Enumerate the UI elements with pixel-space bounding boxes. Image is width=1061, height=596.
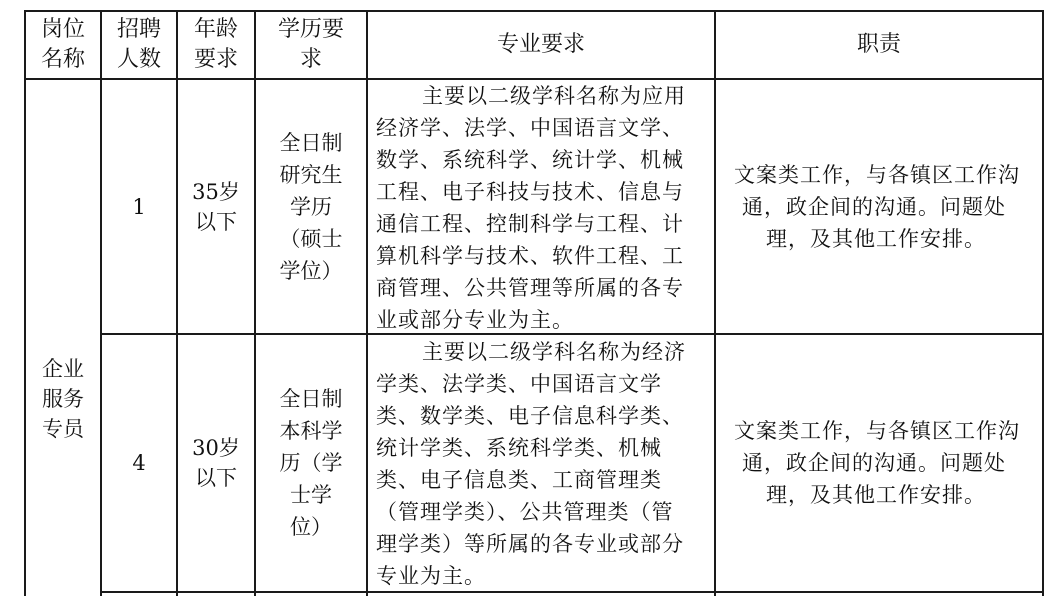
row2-major-line5: 类、电子信息类、工商管理类: [376, 468, 662, 492]
row2-major-line8: 专业为主。: [376, 564, 486, 588]
row2-education-line2: 本科学: [279, 419, 343, 443]
header-major: [368, 12, 714, 78]
position-name-line3: 专员: [42, 417, 84, 441]
header-education: [256, 12, 366, 78]
row2-age-line1: 30岁: [192, 436, 240, 460]
row2-count-value: 4: [132, 451, 146, 475]
row1-major-line7: 商管理、公共管理等所属的各专: [376, 276, 684, 300]
row1-major-line5: 通信工程、控制科学与工程、计: [376, 212, 684, 236]
row1-major: [376, 80, 710, 333]
row1-duty-line3: 理，及其他工作安排。: [766, 226, 986, 251]
row2-duty: [734, 335, 1040, 591]
row1-education-line5: 学位）: [279, 258, 343, 283]
row1-count-value: 1: [132, 194, 146, 219]
position-name-cell: [26, 80, 100, 596]
row1-count: [102, 80, 176, 333]
row2-duty-line3: 理，及其他工作安排。: [766, 483, 986, 507]
header-count-line1: 招聘: [116, 17, 161, 42]
row2-major-line4: 统计学类、系统科学类、机械: [376, 436, 662, 460]
header-education-line2: 求: [299, 47, 322, 72]
row1-education-line3: 学历: [290, 194, 332, 219]
header-age-line2: 要求: [193, 47, 238, 72]
row1-education-line2: 研究生: [279, 162, 343, 187]
row1-major-line8: 业或部分专业为主。: [376, 308, 574, 332]
header-age-line1: 年龄: [193, 17, 238, 42]
row1-duty-line1: 文案类工作，与各镇区工作沟: [734, 162, 1020, 187]
header-count: [102, 12, 176, 78]
row1-major-line3: 数学、系统科学、统计学、机械: [376, 148, 684, 172]
row2-major-line7: 理学类）等所属的各专业或部分: [376, 532, 684, 556]
row2-education: [256, 335, 366, 591]
row2-education-line3: 历（学: [279, 451, 343, 475]
row2-major-line6: （管理学类）、公共管理类（管: [376, 500, 674, 524]
row2-education-line4: 士学: [290, 483, 332, 507]
header-education-line1: 学历要: [277, 17, 344, 42]
col-border-right: [1042, 10, 1044, 596]
row1-duty-line2: 通，政企间的沟通。问题处: [742, 194, 1006, 219]
position-name-line1: 企业: [42, 357, 84, 381]
row1-age-line2: 以下: [195, 209, 237, 234]
row1-major-line1: 主要以二级学科名称为应用: [422, 84, 686, 108]
row2-duty-line2: 通，政企间的沟通。问题处: [742, 451, 1006, 475]
row2-major-line2: 学类、法学类、中国语言文学: [376, 372, 662, 396]
row2-education-line1: 全日制: [279, 387, 343, 411]
row1-education: [256, 80, 366, 333]
col-border-5: [714, 10, 716, 596]
row1-age-line1: 35岁: [192, 179, 240, 204]
position-name-line2: 服务: [42, 387, 84, 411]
row1-age: [178, 80, 254, 333]
row1-major-line6: 算机科学与技术、软件工程、工: [376, 244, 684, 268]
header-major-label: 专业要求: [496, 32, 585, 57]
row2-count: [102, 335, 176, 591]
header-age: [178, 12, 254, 78]
header-position-line1: 岗位: [40, 17, 85, 42]
row2-major-line1: 主要以二级学科名称为经济: [422, 340, 686, 364]
header-position-line2: 名称: [40, 47, 85, 72]
row2-major-line3: 类、数学类、电子信息科学类、: [376, 404, 684, 428]
row2-education-line5: 位）: [290, 515, 332, 539]
header-duty-label: 职责: [856, 32, 901, 57]
col-border-4: [366, 10, 368, 596]
row1-major-line2: 经济学、法学、中国语言文学、: [376, 116, 684, 140]
row1-education-line1: 全日制: [279, 130, 343, 155]
row2-age: [178, 335, 254, 591]
row2-major: [376, 336, 710, 592]
row2-age-line2: 以下: [195, 466, 237, 490]
row2-duty-line1: 文案类工作，与各镇区工作沟: [734, 419, 1020, 443]
header-position: [26, 12, 100, 78]
row1-education-line4: （硕士: [279, 226, 343, 251]
header-count-line2: 人数: [116, 47, 161, 72]
header-duty: [716, 12, 1042, 78]
row1-duty: [734, 80, 1040, 333]
row1-major-line4: 工程、电子科技与技术、信息与: [376, 180, 684, 204]
